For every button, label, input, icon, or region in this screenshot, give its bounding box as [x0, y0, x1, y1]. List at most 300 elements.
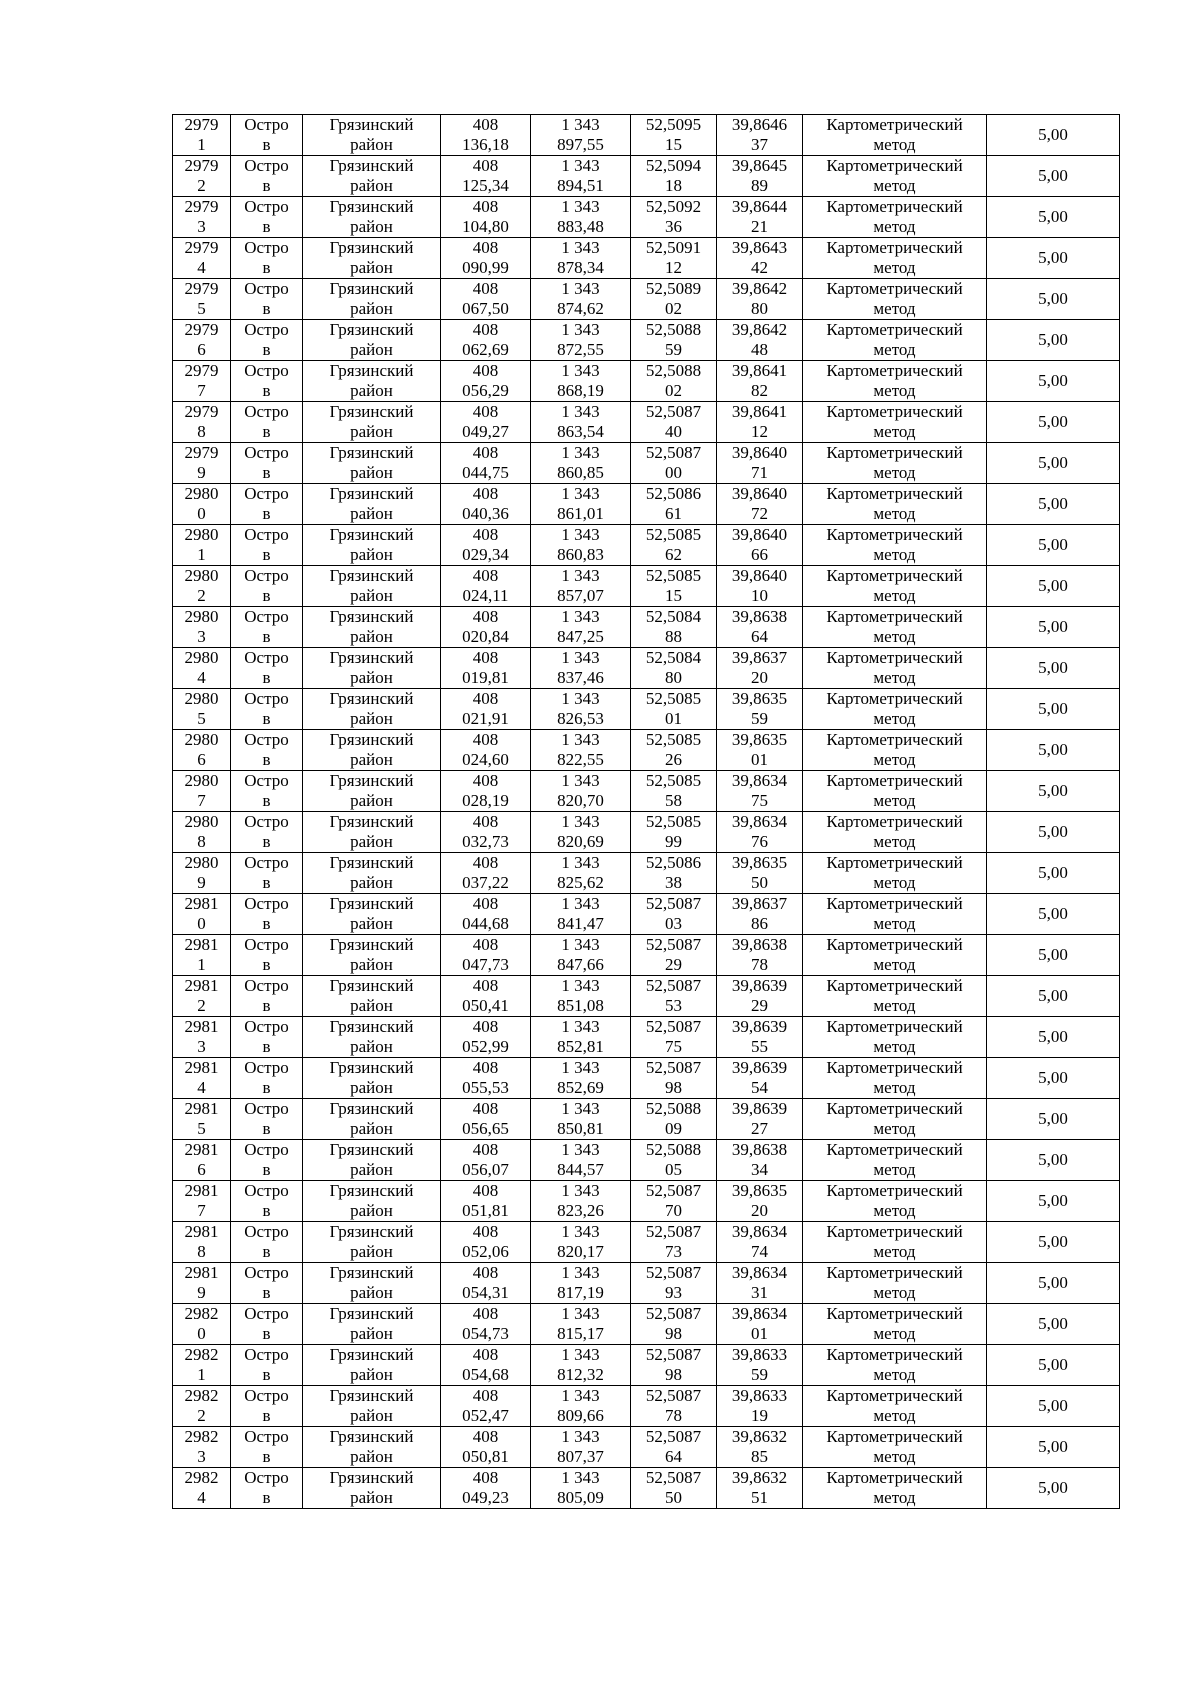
x-coordinate-cell	[441, 648, 531, 689]
longitude-line: 39,8634	[731, 812, 788, 831]
x-coordinate-line: 021,91	[462, 709, 509, 728]
latitude-cell	[631, 1181, 717, 1222]
method-line: метод	[873, 422, 916, 441]
latitude-line: 53	[665, 996, 682, 1015]
longitude-line: 66	[751, 545, 768, 564]
longitude-cell	[717, 525, 803, 566]
latitude-line: 61	[665, 504, 682, 523]
y-coordinate-line: 820,69	[557, 832, 604, 851]
table-row	[173, 976, 1120, 1017]
latitude-cell	[631, 1099, 717, 1140]
point-number-line: 4	[197, 668, 206, 687]
point-number-line: 2979	[184, 320, 219, 339]
longitude-line: 39,8640	[731, 484, 788, 503]
latitude-line: 78	[665, 1406, 682, 1425]
district-cell	[303, 1181, 441, 1222]
point-number-cell	[173, 1263, 231, 1304]
district-cell	[303, 525, 441, 566]
longitude-cell	[717, 1099, 803, 1140]
latitude-line: 52,5085	[645, 525, 702, 544]
object-name-line: в	[262, 135, 271, 154]
y-coordinate-line: 1 343	[561, 812, 600, 831]
y-coordinate-line: 860,85	[557, 463, 604, 482]
y-coordinate-cell	[531, 361, 631, 402]
point-number-cell	[173, 525, 231, 566]
latitude-line: 38	[665, 873, 682, 892]
longitude-line: 54	[751, 1078, 768, 1097]
point-number-line: 9	[197, 1283, 206, 1302]
point-number-line: 0	[197, 504, 206, 523]
table-row	[173, 525, 1120, 566]
x-coordinate-line: 019,81	[462, 668, 509, 687]
object-name-line: Остро	[244, 1427, 289, 1446]
object-name-line: Остро	[244, 812, 289, 831]
accuracy-cell: 5,00	[987, 197, 1120, 238]
x-coordinate-line: 408	[472, 689, 499, 708]
x-coordinate-cell	[441, 1386, 531, 1427]
latitude-line: 52,5087	[645, 1304, 702, 1323]
y-coordinate-cell	[531, 566, 631, 607]
latitude-line: 52,5086	[645, 484, 702, 503]
x-coordinate-line: 408	[472, 1345, 499, 1364]
table-row	[173, 1017, 1120, 1058]
y-coordinate-line: 844,57	[557, 1160, 604, 1179]
latitude-line: 93	[665, 1283, 682, 1302]
accuracy-cell: 5,00	[987, 1468, 1120, 1509]
y-coordinate-cell	[531, 853, 631, 894]
table-row	[173, 279, 1120, 320]
y-coordinate-line: 1 343	[561, 1222, 600, 1241]
x-coordinate-line: 408	[472, 935, 499, 954]
longitude-line: 39,8645	[731, 156, 788, 175]
object-name-line: Остро	[244, 1140, 289, 1159]
latitude-line: 52,5087	[645, 1058, 702, 1077]
x-coordinate-cell	[441, 1304, 531, 1345]
y-coordinate-line: 1 343	[561, 402, 600, 421]
table-row	[173, 689, 1120, 730]
x-coordinate-line: 408	[472, 484, 499, 503]
district-cell	[303, 566, 441, 607]
x-coordinate-cell	[441, 1427, 531, 1468]
latitude-line: 52,5095	[645, 115, 702, 134]
method-cell	[803, 812, 987, 853]
latitude-cell	[631, 976, 717, 1017]
point-number-cell	[173, 443, 231, 484]
table-row	[173, 1427, 1120, 1468]
y-coordinate-line: 1 343	[561, 361, 600, 380]
y-coordinate-line: 897,55	[557, 135, 604, 154]
longitude-line: 39,8635	[731, 1181, 788, 1200]
latitude-line: 52,5087	[645, 1345, 702, 1364]
district-line: Грязинский	[329, 484, 414, 503]
district-line: Грязинский	[329, 566, 414, 585]
method-cell	[803, 156, 987, 197]
district-line: Грязинский	[329, 730, 414, 749]
y-coordinate-line: 1 343	[561, 1345, 600, 1364]
object-name-cell	[231, 812, 303, 853]
latitude-line: 62	[665, 545, 682, 564]
longitude-cell	[717, 1304, 803, 1345]
method-line: Картометрический	[826, 648, 963, 667]
district-cell	[303, 689, 441, 730]
district-cell	[303, 894, 441, 935]
longitude-line: 12	[751, 422, 768, 441]
latitude-line: 52,5086	[645, 853, 702, 872]
x-coordinate-line: 054,73	[462, 1324, 509, 1343]
point-number-line: 2980	[184, 607, 219, 626]
longitude-line: 01	[751, 1324, 768, 1343]
method-line: метод	[873, 299, 916, 318]
object-name-cell	[231, 1263, 303, 1304]
method-cell	[803, 853, 987, 894]
latitude-line: 99	[665, 832, 682, 851]
point-number-cell	[173, 648, 231, 689]
method-line: метод	[873, 750, 916, 769]
method-line: метод	[873, 1242, 916, 1261]
y-coordinate-line: 868,19	[557, 381, 604, 400]
x-coordinate-line: 408	[472, 1263, 499, 1282]
method-line: метод	[873, 1324, 916, 1343]
method-line: Картометрический	[826, 1386, 963, 1405]
method-cell	[803, 566, 987, 607]
district-line: район	[350, 299, 393, 318]
object-name-line: в	[262, 545, 271, 564]
object-name-cell	[231, 279, 303, 320]
y-coordinate-cell	[531, 976, 631, 1017]
object-name-cell	[231, 320, 303, 361]
district-line: район	[350, 1365, 393, 1384]
y-coordinate-cell	[531, 1099, 631, 1140]
x-coordinate-line: 040,36	[462, 504, 509, 523]
object-name-line: в	[262, 1324, 271, 1343]
object-name-line: Остро	[244, 607, 289, 626]
district-line: Грязинский	[329, 976, 414, 995]
method-line: Картометрический	[826, 1181, 963, 1200]
longitude-line: 82	[751, 381, 768, 400]
method-line: Картометрический	[826, 1263, 963, 1282]
latitude-cell	[631, 115, 717, 156]
y-coordinate-line: 847,66	[557, 955, 604, 974]
latitude-line: 52,5088	[645, 1099, 702, 1118]
latitude-cell	[631, 443, 717, 484]
method-line: метод	[873, 1283, 916, 1302]
longitude-line: 39,8641	[731, 402, 788, 421]
point-number-cell	[173, 812, 231, 853]
x-coordinate-cell	[441, 812, 531, 853]
object-name-line: Остро	[244, 1468, 289, 1487]
latitude-line: 40	[665, 422, 682, 441]
x-coordinate-line: 408	[472, 1099, 499, 1118]
district-line: район	[350, 1078, 393, 1097]
y-coordinate-cell	[531, 1468, 631, 1509]
longitude-line: 20	[751, 668, 768, 687]
method-cell	[803, 689, 987, 730]
latitude-line: 52,5088	[645, 361, 702, 380]
district-cell	[303, 1140, 441, 1181]
district-cell	[303, 1017, 441, 1058]
x-coordinate-cell	[441, 197, 531, 238]
latitude-cell	[631, 238, 717, 279]
latitude-cell	[631, 197, 717, 238]
longitude-cell	[717, 484, 803, 525]
point-number-line: 2979	[184, 115, 219, 134]
method-cell	[803, 484, 987, 525]
method-line: Картометрический	[826, 156, 963, 175]
object-name-line: Остро	[244, 1017, 289, 1036]
y-coordinate-line: 1 343	[561, 935, 600, 954]
latitude-cell	[631, 361, 717, 402]
object-name-cell	[231, 689, 303, 730]
method-line: Картометрический	[826, 1468, 963, 1487]
object-name-line: Остро	[244, 771, 289, 790]
longitude-line: 55	[751, 1037, 768, 1056]
latitude-line: 01	[665, 709, 682, 728]
district-cell	[303, 771, 441, 812]
longitude-line: 39,8632	[731, 1427, 788, 1446]
latitude-cell	[631, 1263, 717, 1304]
longitude-line: 37	[751, 135, 768, 154]
table-row	[173, 607, 1120, 648]
x-coordinate-line: 408	[472, 525, 499, 544]
y-coordinate-line: 1 343	[561, 1017, 600, 1036]
accuracy-cell: 5,00	[987, 525, 1120, 566]
point-number-line: 7	[197, 381, 206, 400]
district-line: Грязинский	[329, 156, 414, 175]
accuracy-cell: 5,00	[987, 361, 1120, 402]
y-coordinate-cell	[531, 402, 631, 443]
y-coordinate-line: 820,17	[557, 1242, 604, 1261]
district-line: район	[350, 914, 393, 933]
method-cell	[803, 935, 987, 976]
longitude-cell	[717, 443, 803, 484]
object-name-line: Остро	[244, 443, 289, 462]
district-cell	[303, 730, 441, 771]
table-row	[173, 730, 1120, 771]
method-cell	[803, 238, 987, 279]
x-coordinate-line: 408	[472, 320, 499, 339]
district-line: Грязинский	[329, 279, 414, 298]
method-cell	[803, 1468, 987, 1509]
point-number-cell	[173, 197, 231, 238]
table-row	[173, 648, 1120, 689]
accuracy-cell: 5,00	[987, 279, 1120, 320]
district-line: район	[350, 340, 393, 359]
y-coordinate-line: 878,34	[557, 258, 604, 277]
x-coordinate-line: 408	[472, 607, 499, 626]
accuracy-cell: 5,00	[987, 935, 1120, 976]
table-row	[173, 320, 1120, 361]
latitude-line: 12	[665, 258, 682, 277]
longitude-line: 39,8632	[731, 1468, 788, 1487]
latitude-line: 52,5087	[645, 976, 702, 995]
district-cell	[303, 976, 441, 1017]
district-line: район	[350, 586, 393, 605]
x-coordinate-line: 408	[472, 1427, 499, 1446]
method-line: Картометрический	[826, 402, 963, 421]
longitude-line: 39,8641	[731, 361, 788, 380]
district-line: Грязинский	[329, 197, 414, 216]
longitude-line: 31	[751, 1283, 768, 1302]
object-name-line: в	[262, 1160, 271, 1179]
x-coordinate-line: 408	[472, 361, 499, 380]
method-line: Картометрический	[826, 935, 963, 954]
object-name-line: Остро	[244, 648, 289, 667]
x-coordinate-line: 408	[472, 894, 499, 913]
x-coordinate-line: 047,73	[462, 955, 509, 974]
longitude-line: 39,8640	[731, 443, 788, 462]
y-coordinate-line: 1 343	[561, 648, 600, 667]
point-number-line: 7	[197, 791, 206, 810]
district-line: район	[350, 1242, 393, 1261]
longitude-cell	[717, 320, 803, 361]
district-line: Грязинский	[329, 1468, 414, 1487]
point-number-line: 2979	[184, 238, 219, 257]
object-name-line: Остро	[244, 1304, 289, 1323]
longitude-line: 80	[751, 299, 768, 318]
point-number-cell	[173, 156, 231, 197]
x-coordinate-line: 408	[472, 1222, 499, 1241]
point-number-cell	[173, 730, 231, 771]
table-row	[173, 812, 1120, 853]
y-coordinate-cell	[531, 525, 631, 566]
latitude-line: 80	[665, 668, 682, 687]
latitude-cell	[631, 1345, 717, 1386]
district-line: Грязинский	[329, 1181, 414, 1200]
longitude-line: 39,8634	[731, 1304, 788, 1323]
x-coordinate-line: 408	[472, 443, 499, 462]
method-line: Картометрический	[826, 197, 963, 216]
longitude-line: 29	[751, 996, 768, 1015]
object-name-line: Остро	[244, 361, 289, 380]
longitude-cell	[717, 812, 803, 853]
method-cell	[803, 279, 987, 320]
latitude-line: 52,5088	[645, 320, 702, 339]
table-row	[173, 1099, 1120, 1140]
x-coordinate-line: 408	[472, 648, 499, 667]
x-coordinate-line: 408	[472, 1140, 499, 1159]
method-cell	[803, 1386, 987, 1427]
point-number-line: 3	[197, 1447, 206, 1466]
point-number-line: 2979	[184, 402, 219, 421]
method-cell	[803, 361, 987, 402]
x-coordinate-line: 408	[472, 1058, 499, 1077]
table-row	[173, 566, 1120, 607]
point-number-cell	[173, 320, 231, 361]
x-coordinate-line: 408	[472, 115, 499, 134]
latitude-cell	[631, 894, 717, 935]
method-line: Картометрический	[826, 1058, 963, 1077]
latitude-line: 26	[665, 750, 682, 769]
district-line: район	[350, 1488, 393, 1507]
district-line: район	[350, 668, 393, 687]
y-coordinate-cell	[531, 648, 631, 689]
y-coordinate-cell	[531, 197, 631, 238]
method-line: Картометрический	[826, 607, 963, 626]
accuracy-cell: 5,00	[987, 402, 1120, 443]
y-coordinate-line: 1 343	[561, 1263, 600, 1282]
point-number-line: 8	[197, 1242, 206, 1261]
district-line: Грязинский	[329, 812, 414, 831]
object-name-line: в	[262, 709, 271, 728]
point-number-cell	[173, 853, 231, 894]
point-number-line: 3	[197, 1037, 206, 1056]
object-name-line: Остро	[244, 689, 289, 708]
point-number-cell	[173, 1386, 231, 1427]
method-line: метод	[873, 586, 916, 605]
longitude-line: 34	[751, 1160, 768, 1179]
latitude-line: 52,5094	[645, 156, 702, 175]
x-coordinate-line: 051,81	[462, 1201, 509, 1220]
x-coordinate-line: 408	[472, 730, 499, 749]
table-row	[173, 1222, 1120, 1263]
longitude-line: 59	[751, 709, 768, 728]
object-name-cell	[231, 1304, 303, 1345]
y-coordinate-cell	[531, 1345, 631, 1386]
x-coordinate-line: 408	[472, 1017, 499, 1036]
object-name-cell	[231, 935, 303, 976]
x-coordinate-line: 056,07	[462, 1160, 509, 1179]
district-cell	[303, 1345, 441, 1386]
object-name-cell	[231, 1222, 303, 1263]
latitude-cell	[631, 1058, 717, 1099]
accuracy-cell: 5,00	[987, 1099, 1120, 1140]
point-number-line: 0	[197, 1324, 206, 1343]
x-coordinate-line: 408	[472, 771, 499, 790]
object-name-line: в	[262, 1488, 271, 1507]
point-number-line: 2981	[184, 1140, 219, 1159]
point-number-line: 1	[197, 545, 206, 564]
method-line: метод	[873, 1201, 916, 1220]
object-name-cell	[231, 197, 303, 238]
x-coordinate-line: 052,47	[462, 1406, 509, 1425]
point-number-cell	[173, 1427, 231, 1468]
object-name-line: Остро	[244, 566, 289, 585]
accuracy-cell: 5,00	[987, 1345, 1120, 1386]
y-coordinate-line: 1 343	[561, 279, 600, 298]
x-coordinate-cell	[441, 935, 531, 976]
longitude-cell	[717, 853, 803, 894]
method-line: метод	[873, 709, 916, 728]
point-number-line: 9	[197, 463, 206, 482]
y-coordinate-line: 1 343	[561, 1427, 600, 1446]
district-cell	[303, 853, 441, 894]
latitude-cell	[631, 812, 717, 853]
longitude-cell	[717, 607, 803, 648]
longitude-line: 39,8637	[731, 894, 788, 913]
x-coordinate-line: 408	[472, 976, 499, 995]
point-number-cell	[173, 1058, 231, 1099]
latitude-line: 73	[665, 1242, 682, 1261]
y-coordinate-line: 1 343	[561, 1468, 600, 1487]
object-name-line: в	[262, 873, 271, 892]
y-coordinate-line: 820,70	[557, 791, 604, 810]
y-coordinate-line: 1 343	[561, 771, 600, 790]
method-cell	[803, 1427, 987, 1468]
x-coordinate-cell	[441, 443, 531, 484]
point-number-line: 6	[197, 1160, 206, 1179]
longitude-cell	[717, 1017, 803, 1058]
x-coordinate-cell	[441, 115, 531, 156]
longitude-line: 39,8639	[731, 1058, 788, 1077]
table-row	[173, 443, 1120, 484]
longitude-line: 51	[751, 1488, 768, 1507]
point-number-line: 5	[197, 299, 206, 318]
latitude-line: 29	[665, 955, 682, 974]
method-line: метод	[873, 381, 916, 400]
latitude-line: 52,5087	[645, 1017, 702, 1036]
longitude-line: 39,8642	[731, 279, 788, 298]
longitude-line: 86	[751, 914, 768, 933]
